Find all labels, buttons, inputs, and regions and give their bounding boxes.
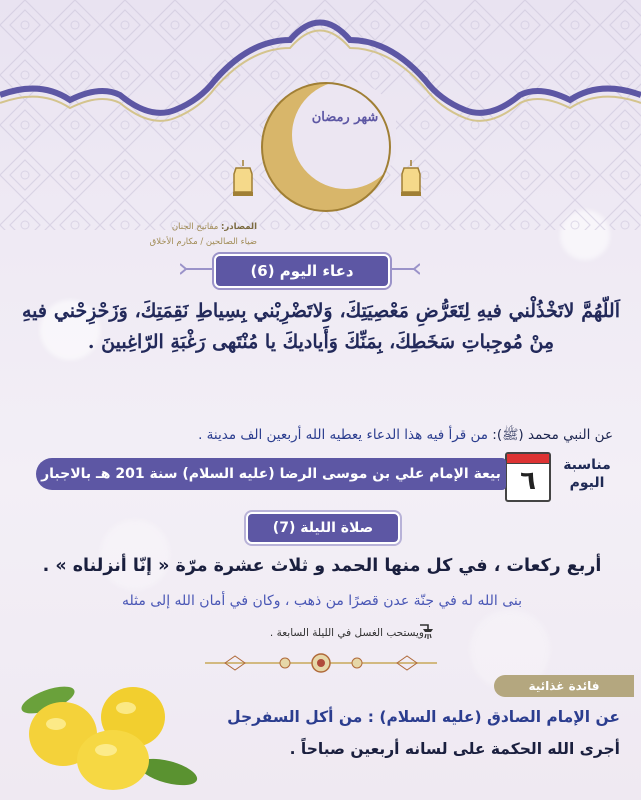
occasion-text: بيعة الإمام علي بن موسى الرضا (عليه السلام) سنة 201 هـ بالاجبار — [41, 466, 501, 482]
dua-text: اَللّهُمَّ لاتَخْذُلْني فيهِ لِتَعَرُّضِ مَعْصِيَتِكَ، وَلاتَضْرِبْني بِسِياطِ نَقِمَتِكَ، وَزَحْزِحْني فيهِ مِنْ مُوجِباتِ سَخَطِكَ، بِمَنِّكَ وَأَياديكَ يا مُنْتَهى رَغْبَةِ الرّاغِبينَ . — [22, 300, 620, 353]
quince-fruit-image — [18, 672, 198, 792]
benefit-line1: عن الإمام الصادق (عليه السلام) : من أكل السفرجل — [227, 708, 620, 726]
night-title: صلاة الليلة (7) — [272, 520, 374, 536]
calendar-icon — [505, 452, 551, 502]
day-title-banner — [214, 254, 390, 288]
hadith-source: عن النبي محمد (ﷺ): — [492, 427, 613, 443]
source-label: المصادر: — [220, 222, 257, 232]
day-title: دعاء اليوم (6) — [250, 262, 354, 280]
prayer-reward: بنى الله له في جنّة عدن قصرًا من ذهب ، وكان في أمان الله إلى مثله — [121, 593, 523, 609]
lantern-icon — [398, 160, 424, 200]
benefit-title: فائدة غذائية — [528, 679, 600, 693]
benefit-line2: أجرى الله الحكمة على لسانه أربعين صباحاً . — [289, 740, 620, 758]
night-title-banner — [246, 512, 400, 544]
calendar-day-number: ٦ — [520, 466, 536, 496]
ramadan-logo-text: شهر رمضان — [311, 110, 379, 125]
ghusl-note: ويستحب الغسل في الليلة السابعة . — [269, 627, 424, 639]
decorative-divider — [205, 650, 437, 676]
occasion-label-line1: مناسبة — [563, 457, 611, 473]
occasion-label-line2: اليوم — [569, 475, 605, 491]
prayer-rakat: أربع ركعات ، في كل منها الحمد و ثلاث عشرة مرّة « إنّا أنزلناه » . — [42, 556, 602, 576]
benefit-title-banner — [494, 675, 634, 697]
occasion-banner — [36, 458, 506, 490]
source-line1: مفاتيح الجنان — [171, 222, 219, 232]
sources — [12, 220, 257, 250]
hadith-text: من قرأ فيه هذا الدعاء يعطيه الله أربعين الف مدينة . — [198, 427, 488, 443]
crescent-moon-icon — [246, 75, 396, 220]
bokeh-light — [100, 520, 170, 590]
occasion-label — [552, 456, 622, 492]
hadith — [13, 426, 613, 446]
source-line2: ضياء الصالحين / مكارم الأخلاق — [149, 237, 257, 247]
ornament — [180, 262, 216, 276]
lantern-icon — [230, 160, 256, 200]
